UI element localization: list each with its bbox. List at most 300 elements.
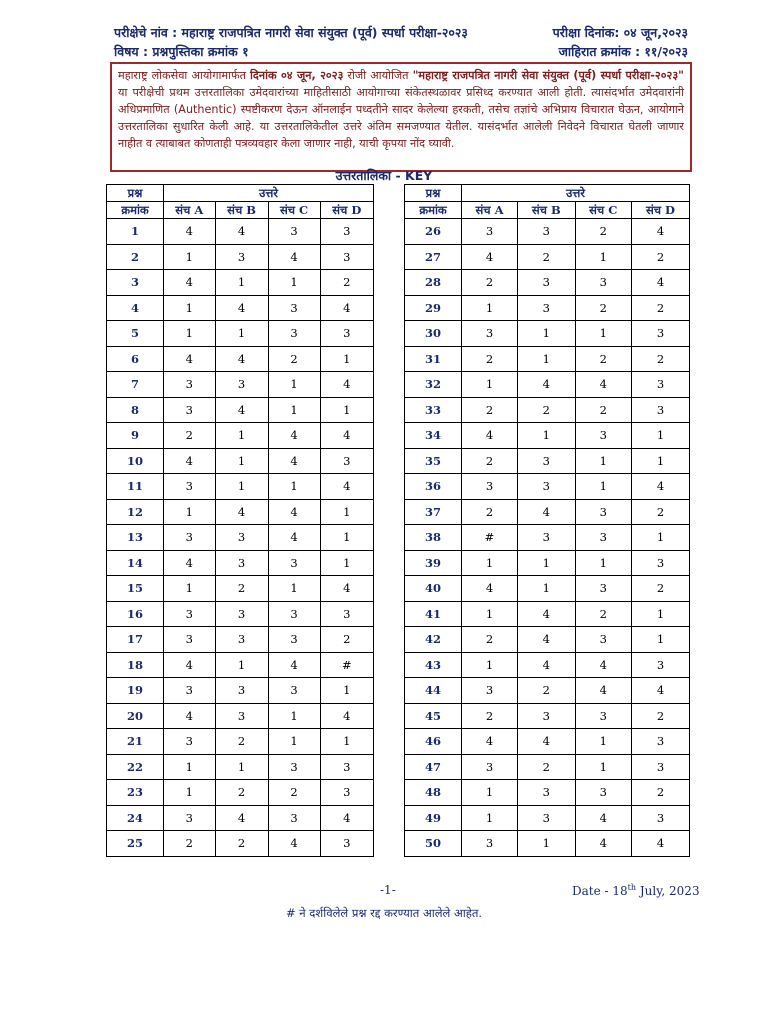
table-row [405,550,690,576]
answer-cell: 2 [631,346,689,372]
table-row [405,219,690,245]
question-number-cell: 21 [107,729,164,755]
answer-cell: 1 [268,397,320,423]
answer-cell: 1 [268,372,320,398]
answer-cell: 1 [575,754,631,780]
answer-cell: 2 [575,346,631,372]
answer-cell: 3 [320,219,373,245]
question-number-cell: 8 [107,397,164,423]
exam-date: परीक्षा दिनांक: ०४ जून,२०२३ [552,25,688,40]
answer-cell: 2 [215,729,268,755]
answer-cell: 1 [462,550,518,576]
answer-cell: 1 [518,576,576,602]
question-number-cell: 42 [405,627,462,653]
table-row [405,754,690,780]
answer-cell: 1 [320,346,373,372]
answer-cell: 2 [164,423,216,449]
table-row [405,805,690,831]
answer-cell: 1 [575,321,631,347]
answer-cell: 1 [518,423,576,449]
answer-cell: 3 [320,754,373,780]
answer-cell: 1 [631,423,689,449]
answer-cell: 4 [518,729,576,755]
table-row [107,346,374,372]
answer-cell: 3 [320,244,373,270]
table-row [405,780,690,806]
answer-cell: 4 [631,219,689,245]
question-number-cell: 35 [405,448,462,474]
answer-cell: 4 [518,499,576,525]
table-row [107,652,374,678]
question-number-cell: 31 [405,346,462,372]
answer-cell: 2 [462,346,518,372]
answers-header: उत्तरे [164,185,374,202]
table-row [107,397,374,423]
answer-cell: 1 [575,244,631,270]
answer-cell: 2 [462,270,518,296]
answer-cell: 3 [268,219,320,245]
answer-cell: 3 [462,474,518,500]
answer-cell: 3 [462,321,518,347]
answer-cell: 3 [164,397,216,423]
answer-cell: 3 [164,525,216,551]
answer-cell: 1 [164,244,216,270]
table-row [107,550,374,576]
question-header: प्रश्न [107,185,164,202]
question-number-cell: 38 [405,525,462,551]
answer-cell: 4 [462,244,518,270]
answer-cell: 1 [575,448,631,474]
table-row [107,219,374,245]
table-row [405,474,690,500]
answer-cell: 3 [518,270,576,296]
answer-cell: 2 [518,244,576,270]
question-number-cell: 18 [107,652,164,678]
answer-cell: 3 [215,372,268,398]
date-rest: July, 2023 [636,884,700,898]
question-number-cell: 50 [405,831,462,857]
answer-cell: 4 [164,652,216,678]
table-row [107,601,374,627]
answer-cell: 1 [164,321,216,347]
table-row [405,652,690,678]
table-row [405,244,690,270]
question-number-cell: 49 [405,805,462,831]
answer-cell: 3 [518,703,576,729]
answer-cell: # [462,525,518,551]
advertisement-number: जाहिरात क्रमांक : ११/२०२३ [558,44,688,59]
table-row [107,805,374,831]
table-row [405,627,690,653]
answer-cell: 1 [164,576,216,602]
cancelled-note: # ने दर्शविलेले प्रश्न रद्द करण्यात आलेले आहेत. [285,906,483,920]
answer-cell: 3 [462,678,518,704]
answer-cell: 2 [462,627,518,653]
answer-cell: 2 [320,270,373,296]
table-row [107,678,374,704]
answer-cell: 1 [320,397,373,423]
answer-cell: 1 [320,678,373,704]
answer-cell: 1 [518,550,576,576]
answer-cell: 1 [164,295,216,321]
answer-cell: 3 [268,627,320,653]
answer-cell: 4 [268,499,320,525]
table-row [107,448,374,474]
question-number-cell: 44 [405,678,462,704]
page-number: -1- [380,883,396,897]
answer-cell: 4 [320,423,373,449]
question-number-cell: 47 [405,754,462,780]
answer-table-right [404,184,690,857]
table-row [405,678,690,704]
notice-box [110,62,692,172]
answer-cell: 3 [164,805,216,831]
answer-cell: 4 [164,448,216,474]
answer-cell: 3 [215,678,268,704]
table-row [405,448,690,474]
answer-cell: 1 [631,627,689,653]
answer-cell: 3 [268,805,320,831]
answer-cell: 3 [575,780,631,806]
answer-cell: 3 [631,321,689,347]
answer-cell: 1 [164,499,216,525]
answer-cell: 3 [268,601,320,627]
answer-cell: 1 [215,754,268,780]
answer-cell: 1 [320,550,373,576]
answer-cell: 3 [631,805,689,831]
question-number-cell: 26 [405,219,462,245]
answer-cell: 2 [631,295,689,321]
set-c-header: संच C [268,202,320,219]
table-row [405,831,690,857]
answer-cell: 3 [164,627,216,653]
table-row [405,372,690,398]
question-number-cell: 27 [405,244,462,270]
question-number-cell: 19 [107,678,164,704]
answer-cell: 1 [462,295,518,321]
answer-cell: 2 [575,295,631,321]
answer-cell: 3 [268,678,320,704]
question-number-cell: 16 [107,601,164,627]
answer-cell: 2 [575,601,631,627]
answer-cell: 1 [268,270,320,296]
answer-cell: 3 [268,321,320,347]
answer-cell: 4 [268,244,320,270]
question-number-cell: 36 [405,474,462,500]
answer-cell: 4 [518,372,576,398]
answer-cell: 4 [518,627,576,653]
question-number-cell: 20 [107,703,164,729]
answer-cell: 3 [215,550,268,576]
answer-cell: 2 [462,499,518,525]
question-number-cell: 28 [405,270,462,296]
answer-cell: 2 [575,219,631,245]
question-number-cell: 13 [107,525,164,551]
answer-cell: 3 [631,754,689,780]
answer-cell: 4 [164,550,216,576]
answer-cell: 3 [518,219,576,245]
table-row [107,729,374,755]
question-number-cell: 40 [405,576,462,602]
set-d-header: संच D [631,202,689,219]
answer-cell: 3 [215,525,268,551]
question-number-header: क्रमांक [405,202,462,219]
answer-cell: 4 [215,805,268,831]
answer-cell: 2 [268,780,320,806]
set-b-header: संच B [518,202,576,219]
question-number-cell: 6 [107,346,164,372]
answer-cell: 3 [164,601,216,627]
question-number-cell: 5 [107,321,164,347]
subject: विषय : प्रश्नपुस्तिका क्रमांक १ [114,44,249,59]
question-number-cell: 43 [405,652,462,678]
answer-cell: 4 [575,831,631,857]
table-row [107,423,374,449]
date-prefix: Date - 18 [572,884,628,898]
table-row [107,244,374,270]
question-number-cell: 41 [405,601,462,627]
date-suffix-th: th [627,883,637,892]
answer-cell: 1 [462,601,518,627]
answer-cell: 1 [462,372,518,398]
answer-cell: 4 [575,805,631,831]
answer-cell: 1 [631,448,689,474]
header-line-1 [114,24,688,41]
exam-name: परीक्षेचे नांव : महाराष्ट्र राजपत्रित नागरी सेवा संयुक्त (पूर्व) स्पर्धा परीक्षा-२०२३ [114,25,468,40]
table-row [107,780,374,806]
answer-cell: 3 [320,780,373,806]
answer-cell: 3 [518,780,576,806]
answer-cell: 2 [215,780,268,806]
answer-cell: # [320,652,373,678]
question-number-cell: 14 [107,550,164,576]
set-d-header: संच D [320,202,373,219]
table-row [107,831,374,857]
answer-cell: 3 [575,703,631,729]
answer-cell: 4 [320,576,373,602]
question-number-cell: 2 [107,244,164,270]
answer-cell: 3 [575,627,631,653]
table-row [107,703,374,729]
answer-cell: 3 [164,372,216,398]
answer-cell: 2 [631,703,689,729]
answer-cell: 4 [268,652,320,678]
answer-cell: 1 [268,703,320,729]
answer-cell: 3 [631,397,689,423]
answer-cell: 4 [268,423,320,449]
question-number-cell: 48 [405,780,462,806]
answer-cell: 1 [215,652,268,678]
question-number-cell: 17 [107,627,164,653]
answer-cell: 3 [631,652,689,678]
answer-cell: 4 [631,270,689,296]
answer-cell: 4 [164,703,216,729]
question-number-cell: 12 [107,499,164,525]
answer-cell: 1 [631,601,689,627]
table-row [107,754,374,780]
notice-date: दिनांक ०४ जून, २०२३ [250,69,344,82]
answer-cell: 1 [320,499,373,525]
answer-cell: 1 [518,831,576,857]
answer-cell: 3 [575,270,631,296]
answer-cell: 3 [575,423,631,449]
table-row [405,270,690,296]
table-row [405,295,690,321]
table-row [405,321,690,347]
table-row [107,474,374,500]
question-number-cell: 11 [107,474,164,500]
question-number-cell: 46 [405,729,462,755]
table-row [405,729,690,755]
table-row [405,499,690,525]
answer-cell: 1 [462,805,518,831]
question-number-cell: 7 [107,372,164,398]
table-row [107,525,374,551]
header-line-2 [114,43,688,60]
question-header: प्रश्न [405,185,462,202]
question-number-cell: 30 [405,321,462,347]
answer-cell: 4 [518,601,576,627]
answer-cell: 2 [462,703,518,729]
answer-cell: 3 [631,729,689,755]
table-row [107,627,374,653]
answer-cell: 1 [164,780,216,806]
answer-cell: 2 [631,576,689,602]
table-row [107,295,374,321]
answer-cell: 4 [215,499,268,525]
question-number-cell: 33 [405,397,462,423]
notice-text-2: रोजी आयोजित [343,69,413,82]
answer-cell: 3 [215,703,268,729]
answer-cell: 4 [575,652,631,678]
answer-cell: 3 [462,831,518,857]
question-number-cell: 22 [107,754,164,780]
answer-cell: 1 [462,780,518,806]
answer-cell: 2 [631,499,689,525]
answer-cell: 3 [164,678,216,704]
question-number-cell: 1 [107,219,164,245]
answer-cell: 1 [575,729,631,755]
answer-cell: 1 [320,729,373,755]
question-number-cell: 32 [405,372,462,398]
answer-cell: 1 [268,576,320,602]
answer-cell: 1 [320,525,373,551]
answer-cell: 4 [215,219,268,245]
table-row [405,576,690,602]
answer-cell: 4 [631,678,689,704]
answer-cell: 3 [268,754,320,780]
answer-cell: 1 [268,729,320,755]
answer-cell: 2 [631,244,689,270]
answer-cell: 1 [215,321,268,347]
question-number-cell: 29 [405,295,462,321]
set-c-header: संच C [575,202,631,219]
answer-cell: 3 [518,295,576,321]
answer-cell: 3 [518,805,576,831]
answer-cell: 4 [320,372,373,398]
answer-cell: 3 [518,448,576,474]
answer-cell: 2 [575,397,631,423]
answer-cell: 1 [631,525,689,551]
table-row [405,346,690,372]
answer-cell: 1 [575,474,631,500]
answer-cell: 3 [518,525,576,551]
answer-cell: 4 [462,576,518,602]
set-a-header: संच A [164,202,216,219]
answer-cell: 2 [215,831,268,857]
question-number-cell: 4 [107,295,164,321]
answer-cell: 2 [518,397,576,423]
answer-cell: 1 [215,270,268,296]
answer-cell: 4 [164,346,216,372]
question-number-cell: 10 [107,448,164,474]
answer-cell: 4 [215,397,268,423]
set-b-header: संच B [215,202,268,219]
answer-cell: 2 [462,448,518,474]
key-title: उत्तरतालिका - KEY [335,168,433,183]
notice-text-1: महाराष्ट्र लोकसेवा आयोगामार्फत [118,69,251,82]
answer-cell: 3 [320,321,373,347]
answer-cell: 4 [631,474,689,500]
answer-cell: 4 [320,703,373,729]
answer-cell: 4 [631,831,689,857]
question-number-cell: 9 [107,423,164,449]
answer-cell: 2 [320,627,373,653]
answer-cell: 3 [320,448,373,474]
answer-cell: 3 [164,729,216,755]
answer-cell: 2 [518,754,576,780]
notice-exam-name: "महाराष्ट्र राजपत्रित नागरी सेवा संयुक्त (पूर्व) स्पर्धा परीक्षा-२०२३" [412,69,684,82]
answer-cell: 4 [462,729,518,755]
answer-cell: 1 [518,321,576,347]
table-row [107,372,374,398]
answer-cell: 4 [518,652,576,678]
answer-cell: 3 [462,219,518,245]
table-row [405,525,690,551]
answer-cell: 4 [320,474,373,500]
answer-cell: 4 [215,346,268,372]
table-row [405,703,690,729]
notice-text-3: या परीक्षेची प्रथम उत्तरतालिका उमेदवारांच्या माहितीसाठी आयोगाच्या संकेतस्थळावर प्रसिध्द करण्यात आली होती. त्यासंदर्भात उमेदवारांनी अधिप्रमाणित (Authentic) स्पष्टीकरण देऊन ऑनलाईन पध्दतीने सादर केलेल्या हरकती, तसेच तज्ञांचे अभिप्राय विचारात घेऊन, आयोगाने उत्तरतालिका सुधारित केली आहे. या उत्तरतालिकेतील उत्तरे अंतिम समजण्यात येतील. यासंदर्भात आलेली निवेदने विचारात घेतली जाणार नाहीत व त्याबाबत कोणताही पत्रव्यवहार केला जाणार नाही, याची कृपया नोंद घ्यावी. [118,86,684,150]
answer-cell: 1 [215,448,268,474]
answer-cell: 2 [462,397,518,423]
answer-cell: 4 [575,372,631,398]
answer-cell: 3 [268,295,320,321]
table-row [405,423,690,449]
answer-cell: 1 [164,754,216,780]
question-number-cell: 23 [107,780,164,806]
question-number-cell: 25 [107,831,164,857]
answer-cell: 4 [164,219,216,245]
question-number-cell: 34 [405,423,462,449]
answer-cell: 3 [215,601,268,627]
question-number-cell: 24 [107,805,164,831]
answer-cell: 3 [320,601,373,627]
question-number-cell: 39 [405,550,462,576]
answer-cell: 1 [215,423,268,449]
answer-cell: 3 [215,244,268,270]
answer-cell: 4 [215,295,268,321]
table-row [107,270,374,296]
answer-cell: 4 [268,525,320,551]
answer-cell: 3 [518,474,576,500]
answer-cell: 3 [631,372,689,398]
table-row [107,576,374,602]
answer-cell: 4 [320,805,373,831]
question-number-cell: 3 [107,270,164,296]
answer-cell: 2 [215,576,268,602]
question-number-cell: 37 [405,499,462,525]
